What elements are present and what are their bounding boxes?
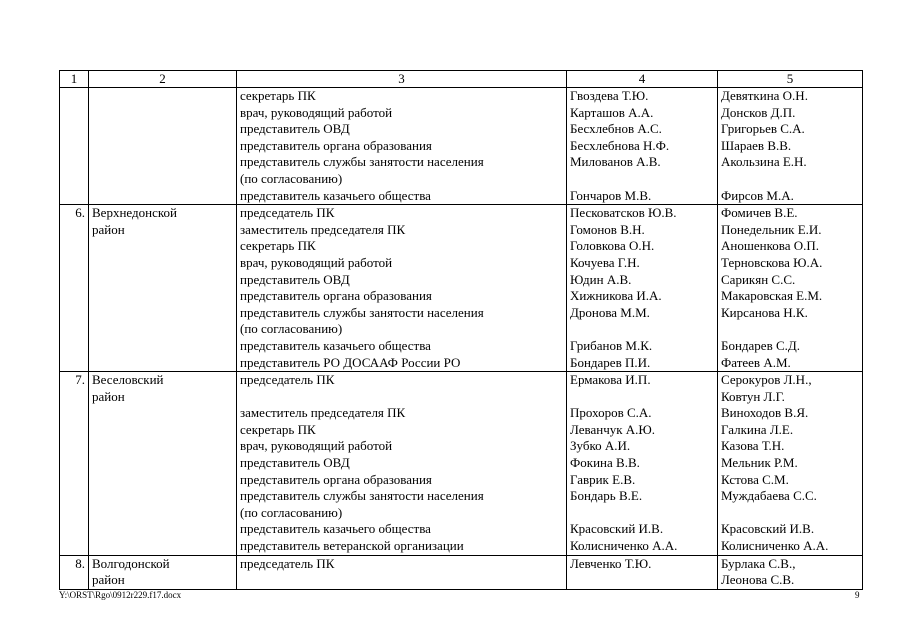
header-row — [60, 71, 863, 88]
district-line: Верхнедонской — [92, 205, 177, 221]
member-name: Кочуева Г.Н. — [570, 254, 640, 270]
row-number: 7. — [60, 372, 89, 556]
header-col-2: 2 — [89, 71, 237, 88]
member-name: Гомонов В.Н. — [570, 221, 645, 237]
reserve-cell — [718, 372, 863, 556]
role-line: врач, руководящий работой — [240, 438, 393, 454]
role-cell — [237, 555, 567, 589]
member-name — [570, 389, 714, 406]
role-line: представитель казачьего общества — [240, 521, 431, 537]
role-line: секретарь ПК — [240, 88, 316, 103]
reserve-name: Мельник Р.М. — [721, 455, 798, 471]
role-line: представитель службы занятости населения — [240, 154, 484, 170]
role-line: (по согласованию) — [240, 504, 343, 520]
role-line: врач, руководящий работой — [240, 104, 393, 120]
reserve-name: Григорьев С.А. — [721, 121, 805, 137]
table-body — [60, 88, 863, 590]
members-table — [59, 70, 863, 590]
footer-page-number: 9 — [855, 590, 860, 600]
role-line — [240, 389, 563, 406]
member-name — [570, 171, 714, 188]
reserve-name: Акользина Е.Н. — [721, 154, 807, 170]
district-cell — [89, 205, 237, 372]
reserve-name: Кирсанова Н.К. — [721, 304, 808, 320]
role-line: представитель казачьего общества — [240, 337, 431, 353]
reserve-name: Бондарев С.Д. — [721, 337, 801, 353]
district-cell — [89, 555, 237, 589]
member-name — [570, 505, 714, 522]
district-cell — [89, 372, 237, 556]
member-name: Красовский И.В. — [570, 521, 664, 537]
role-line: председатель ПК — [240, 205, 335, 221]
header-col-4: 4 — [567, 71, 718, 88]
member-name: Песковатсков Ю.В. — [570, 205, 677, 221]
role-line: врач, руководящий работой — [240, 254, 393, 270]
role-line: (по согласованию) — [240, 321, 343, 337]
role-line: секретарь ПК — [240, 238, 316, 254]
role-cell — [237, 372, 567, 556]
member-name: Гончаров М.В. — [570, 187, 652, 203]
member-name: Головкова О.Н. — [570, 238, 655, 254]
member-name: Дронова М.М. — [570, 304, 650, 320]
reserve-name: Ковтун Л.Г. — [721, 388, 785, 404]
table-row — [60, 555, 863, 589]
member-cell — [567, 205, 718, 372]
member-name: Фокина В.В. — [570, 455, 640, 471]
role-line: представитель органа образования — [240, 137, 432, 153]
role-line: представитель ОВД — [240, 271, 350, 287]
member-name: Прохоров С.А. — [570, 405, 652, 421]
reserve-name: Фатеев А.М. — [721, 354, 791, 370]
role-line: (по согласованию) — [240, 170, 343, 186]
member-cell — [567, 372, 718, 556]
member-name: Левченко Т.Ю. — [570, 555, 652, 571]
reserve-name: Макаровская Е.М. — [721, 288, 823, 304]
reserve-name — [721, 171, 859, 188]
reserve-name — [721, 321, 859, 338]
role-cell — [237, 88, 567, 205]
district-line: район — [92, 388, 125, 404]
district-line: Веселовский — [92, 372, 164, 388]
member-name — [570, 321, 714, 338]
role-line: председатель ПК — [240, 555, 335, 571]
member-cell — [567, 555, 718, 589]
reserve-name: Фирсов М.А. — [721, 187, 794, 203]
district-line: Волгодонской — [92, 555, 170, 571]
reserve-name: Виноходов В.Я. — [721, 405, 809, 421]
reserve-name: Леонова С.В. — [721, 572, 795, 588]
role-line: представитель ОВД — [240, 455, 350, 471]
reserve-name: Бурлака С.В., — [721, 555, 796, 571]
reserve-name: Девяткина О.Н. — [721, 88, 808, 103]
header-col-3: 3 — [237, 71, 567, 88]
reserve-name: Терновскова Ю.А. — [721, 254, 823, 270]
role-cell — [237, 205, 567, 372]
role-line: представитель казачьего общества — [240, 187, 431, 203]
member-name: Юдин А.В. — [570, 271, 632, 287]
table-row — [60, 372, 863, 556]
member-name: Гвоздева Т.Ю. — [570, 88, 649, 103]
table-row — [60, 88, 863, 205]
reserve-name: Кстова С.М. — [721, 471, 789, 487]
reserve-cell — [718, 555, 863, 589]
member-name: Бондарев П.И. — [570, 354, 651, 370]
table-row — [60, 205, 863, 372]
role-line: представитель службы занятости населения — [240, 488, 484, 504]
reserve-name: Понедельник Е.И. — [721, 221, 822, 237]
member-name: Леванчук А.Ю. — [570, 421, 656, 437]
reserve-name: Колисниченко А.А. — [721, 538, 829, 554]
reserve-name: Фомичев В.Е. — [721, 205, 798, 221]
role-line: представитель органа образования — [240, 288, 432, 304]
row-number — [60, 88, 89, 205]
role-line: заместитель председателя ПК — [240, 221, 406, 237]
member-name: Милованов А.В. — [570, 154, 661, 170]
row-number: 8. — [60, 555, 89, 589]
member-name: Бондарь В.Е. — [570, 488, 643, 504]
role-line: представитель органа образования — [240, 471, 432, 487]
role-line: заместитель председателя ПК — [240, 405, 406, 421]
reserve-name: Муждабаева С.С. — [721, 488, 817, 504]
role-line — [240, 572, 563, 589]
reserve-name: Сарикян С.С. — [721, 271, 796, 287]
reserve-name: Аношенкова О.П. — [721, 238, 820, 254]
header-col-5: 5 — [718, 71, 863, 88]
member-name: Грибанов М.К. — [570, 337, 653, 353]
role-line: представитель ветеранской организации — [240, 538, 464, 554]
footer-file-path: Y:\ORST\Rgo\0912r229.f17.docx — [59, 590, 182, 600]
member-name: Хижникова И.А. — [570, 288, 662, 304]
district-cell — [89, 88, 237, 205]
member-name — [570, 572, 714, 589]
role-line: представитель ОВД — [240, 121, 350, 137]
member-name: Бесхлебнов А.С. — [570, 121, 662, 137]
member-name: Гаврик Е.В. — [570, 471, 636, 487]
reserve-name: Донсков Д.П. — [721, 104, 796, 120]
role-line: представитель службы занятости населения — [240, 304, 484, 320]
reserve-cell — [718, 205, 863, 372]
member-cell — [567, 88, 718, 205]
role-line: председатель ПК — [240, 372, 335, 388]
district-line: район — [92, 221, 125, 237]
reserve-cell — [718, 88, 863, 205]
member-name: Ермакова И.П. — [570, 372, 651, 388]
reserve-name: Галкина Л.Е. — [721, 421, 794, 437]
member-name: Колисниченко А.А. — [570, 538, 678, 554]
reserve-name: Шараев В.В. — [721, 137, 792, 153]
member-name: Бесхлебнова Н.Ф. — [570, 137, 670, 153]
reserve-name: Серокуров Л.Н., — [721, 372, 812, 388]
district-line: район — [92, 572, 125, 588]
role-line: секретарь ПК — [240, 421, 316, 437]
reserve-name — [721, 505, 859, 522]
member-name: Карташов А.А. — [570, 104, 654, 120]
reserve-name: Красовский И.В. — [721, 521, 815, 537]
role-line: представитель РО ДОСААФ России РО — [240, 354, 461, 370]
member-name: Зубко А.И. — [570, 438, 631, 454]
row-number: 6. — [60, 205, 89, 372]
reserve-name: Казова Т.Н. — [721, 438, 785, 454]
header-col-1: 1 — [60, 71, 89, 88]
